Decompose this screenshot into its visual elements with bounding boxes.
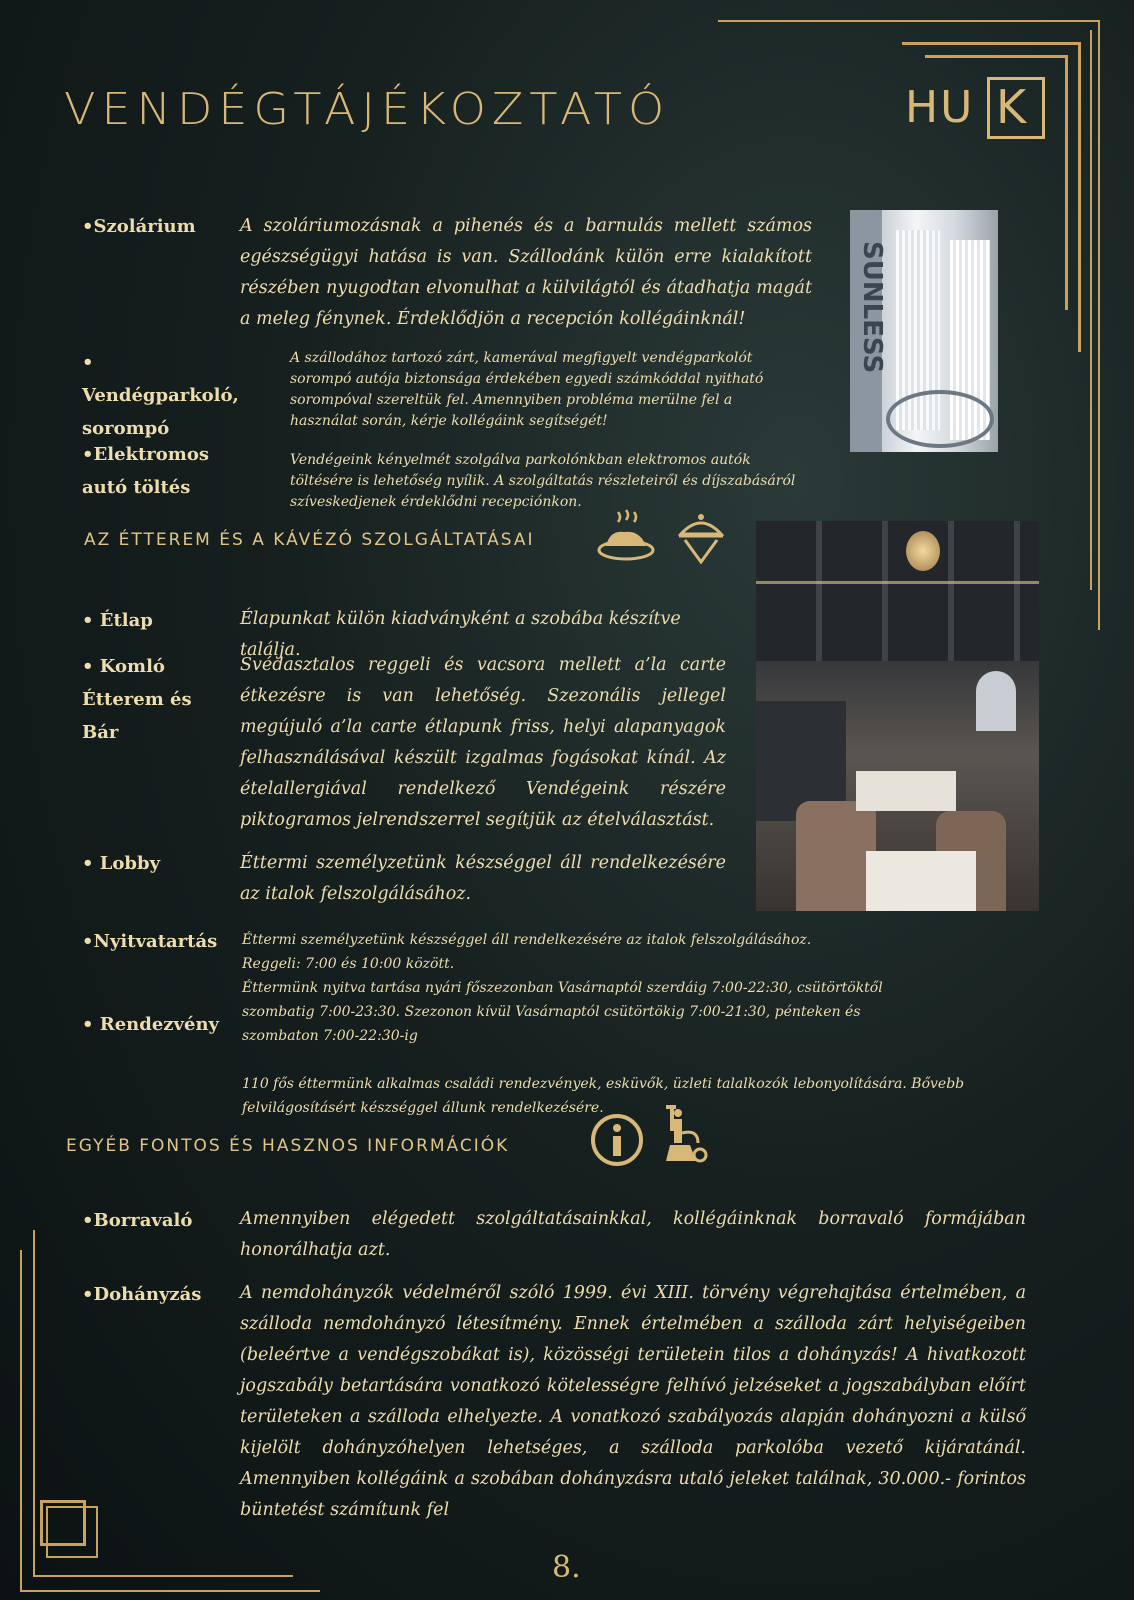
corner-frame-line [718, 20, 1098, 23]
item-text-lobby: Éttermi személyzetünk készséggel áll rendelkezésére az italok felszolgálásához. [240, 853, 726, 904]
item-label-komlo: • Komló Étterem és Bár [82, 656, 192, 743]
section-title-restaurant: AZ ÉTTEREM ÉS A KÁVÉZÓ SZOLGÁLTATÁSAI [84, 530, 535, 550]
item-label-rendezveny: • Rendezvény [82, 1014, 219, 1035]
corner-square-outer [46, 1506, 98, 1558]
item-text-nyitvatartas: Éttermi személyzetünk készséggel áll rendelkezésére az italok felszolgálásához. Reggeli: 7:00 és 10:00 között. Éttermünk nyitva tartása nyári főszezonban Vasárnaptól szerdáig 7:00-22:30, csütörtöktől szombatig 7:00-23:30. Szezonon kívül Vasárnaptól csütörtökig 7:00-21:30, pénteken és szombaton 7:00-22:30-ig [242, 932, 883, 1044]
page-title: VENDÉGTÁJÉKOZTATÓ [64, 83, 671, 135]
item-text-elektromos: Vendégeink kényelmét szolgálva parkolónkban elektromos autók töltésére is lehetőség nyílik. A szolgáltatás részleteiről és díjszabásáról szíveskedjenek érdeklődni recepciónkon. [290, 452, 796, 510]
item-text-szolarium: A szoláriumozásnak a pihenés és a barnulás mellett számos egészségügyi hatása is van. Szállodánk külön erre kialakított részében nyugodtan elvonulhat a külvilágtól és átadhatja magát a meleg fénynek. Érdeklődjön a recepción kollégáinknál! [240, 216, 812, 329]
item-text-etlap: Élapunkat külön kiadványként a szobába készítve találja. [240, 609, 681, 660]
item-label-borravalo: •Borravaló [82, 1210, 193, 1231]
telephone-icon [662, 1103, 712, 1167]
solarium-brand-text: SUNLESS [857, 241, 887, 374]
corner-frame-line [33, 1575, 293, 1578]
page-number: 8. [552, 1550, 581, 1585]
restaurant-photo [756, 521, 1039, 911]
item-label-elektromos: •Elektromos autó töltés [82, 444, 209, 498]
language-code: HU [905, 82, 975, 133]
item-label-etlap: • Étlap [82, 610, 153, 631]
item-label-szolarium: •Szolárium [82, 216, 196, 237]
item-text-komlo: Svédasztalos reggeli és vacsora mellett a’la carte étkezésre is van lehetőség. Szezonális jellegel megújuló a’la carte étlapunk friss, helyi alapanyagok felhasználásával készült izgalmas fogásokat kínál. Az ételallergiával rendelkező Vendégeink részére piktogramos jelrendszerrel segítjük az ételválasztást. [240, 655, 726, 830]
item-label-dohanyzas: •Dohányzás [82, 1284, 202, 1305]
corner-frame-line [1065, 55, 1069, 310]
logo: K [996, 80, 1027, 134]
item-label-lobby: • Lobby [82, 853, 161, 874]
corner-frame-top-right [902, 42, 1078, 46]
corner-frame-bottom-left [20, 1250, 23, 1590]
corner-frame-line [1090, 30, 1093, 590]
corner-frame-line [33, 1230, 36, 1575]
corner-frame-line [1098, 20, 1101, 630]
corner-frame-line [925, 55, 1065, 59]
section-title-other: EGYÉB FONTOS ÉS HASZNOS INFORMÁCIÓK [66, 1136, 510, 1156]
corner-frame-line [20, 1590, 320, 1593]
item-label-parkolo: • Vendégparkoló, sorompó [82, 352, 239, 439]
solarium-photo [850, 210, 998, 452]
food-plate-icon [596, 506, 656, 564]
item-label-nyitvatartas: •Nyitvatartás [82, 931, 218, 952]
item-text-dohanyzas: A nemdohányzók védelméről szóló 1999. évi XIII. törvény végrehajtása értelmében, a szálloda nemdohányzó létesítmény. Ennek értelmében a szálloda zárt helyiségeiben (beleértve a vendégszobákat is), közösségi területein tilos a dohányzás! A hivatkozott jogszabály betartására vonatkozó kötelességre felhívó jelzéseket a jogszabályban előírt területeken a szálloda elhelyezte. A vonatkozó szabályozás alapján dohányozni a külső kijelölt dohányzóhelyen lehetséges, a szálloda parkolóba vezető kijáratánál. Amennyiben kollégáink a szobában dohányzásra utaló jeleket találnak, 30.000.- forintos büntetést számítunk fel [240, 1283, 1026, 1520]
waiter-cloche-icon [677, 512, 725, 564]
corner-frame-line [1078, 42, 1082, 352]
item-text-parkolo: A szállodához tartozó zárt, kamerával megfigyelt vendégparkolót sorompó autója biztonsága érdekében egyedi számkóddal nyitható sorompóval szereltük fel. Amennyiben probléma merülne fel a használat során, kérje kollégáink segítségét! [290, 350, 764, 429]
item-text-rendezveny: 110 fős éttermünk alkalmas családi rendezvények, esküvők, üzleti talalkozók lebonyolítására. Bővebb felvilágosításért készséggel állunk rendelkezésére. [242, 1076, 965, 1116]
item-text-borravalo: Amennyiben elégedett szolgáltatásainkkal, kollégáinknak borravaló formájában honorálhatja azt. [240, 1209, 1026, 1260]
info-icon [590, 1113, 644, 1167]
